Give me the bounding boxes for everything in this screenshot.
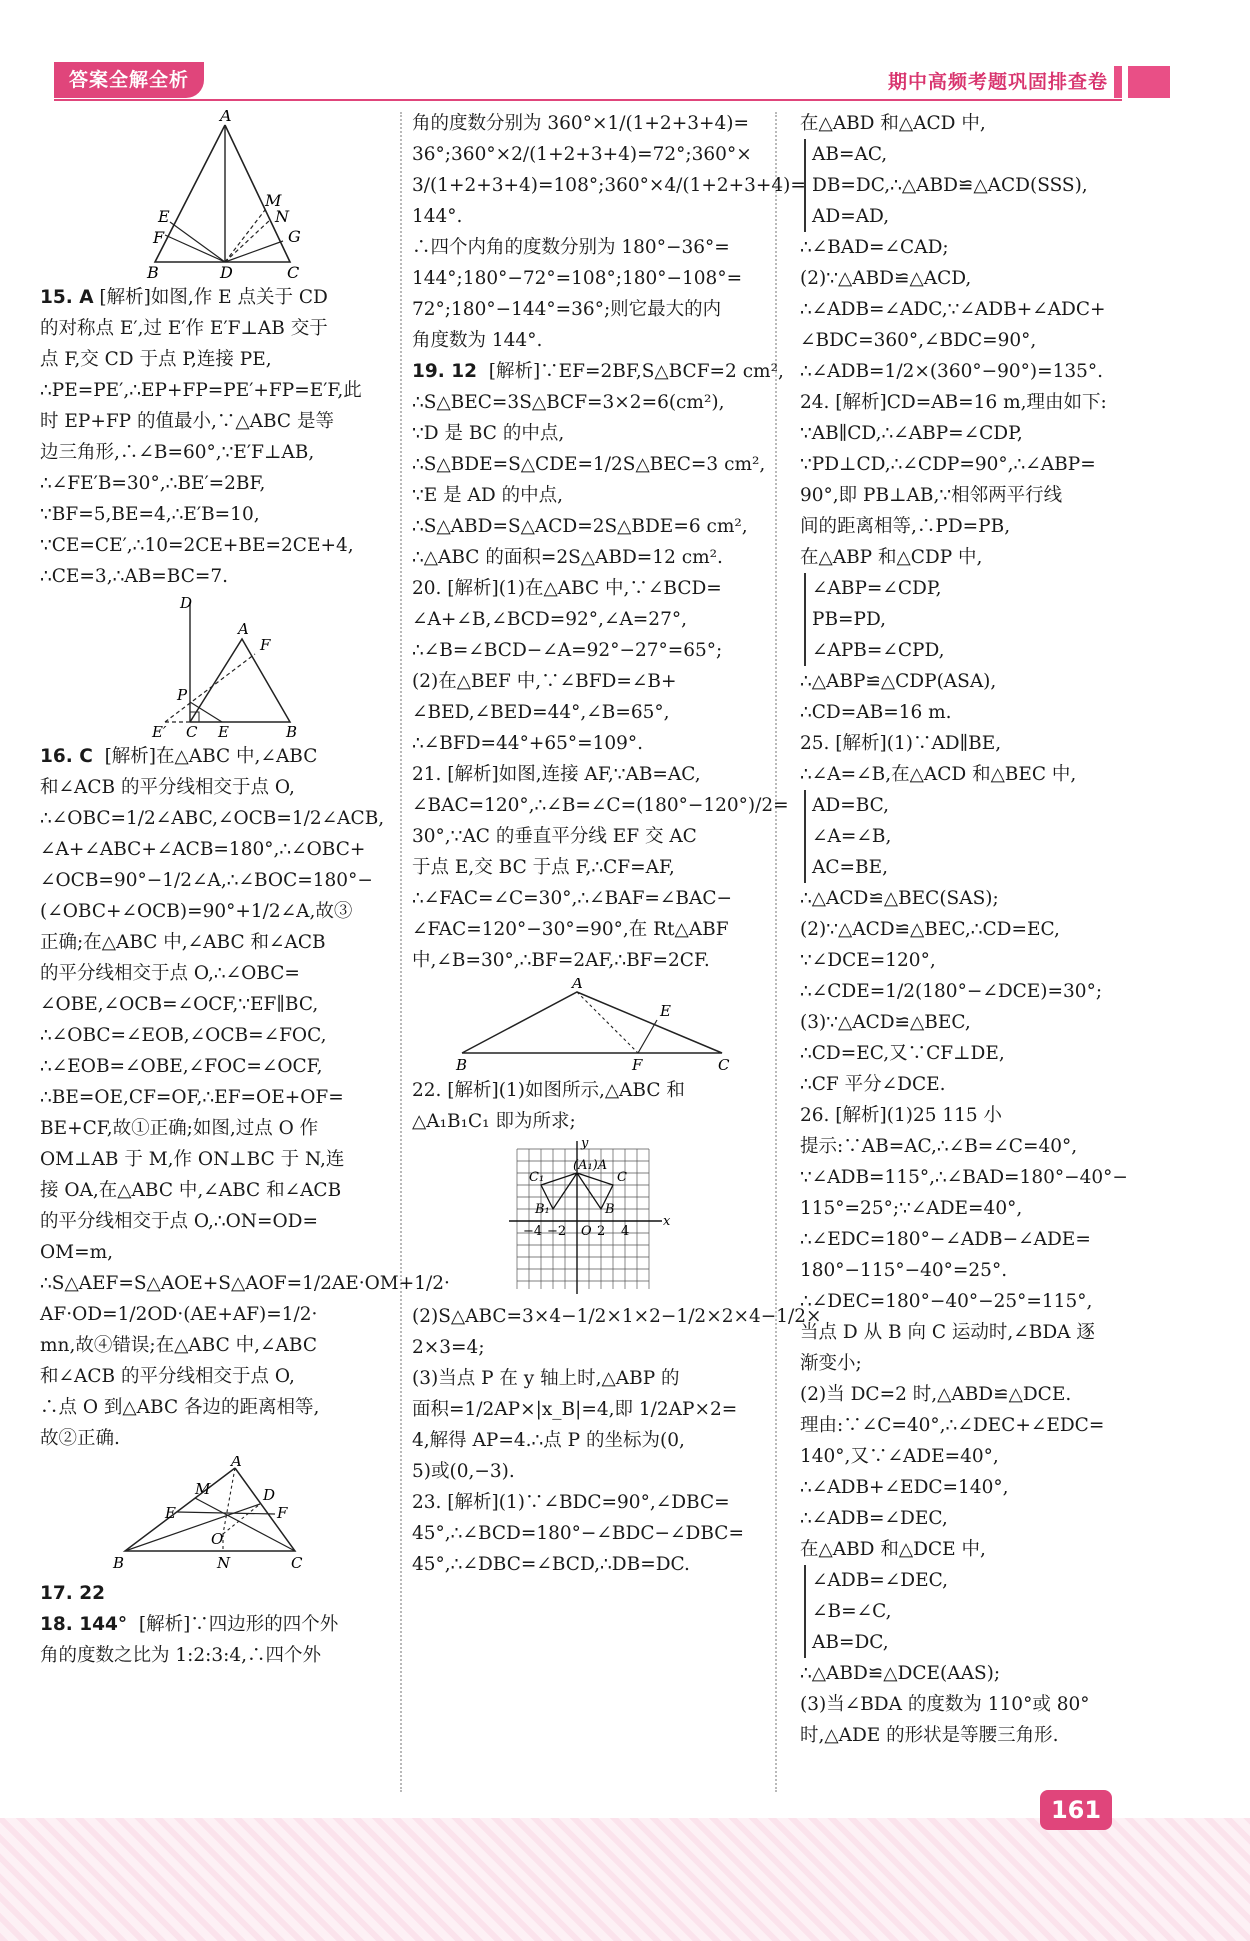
- svg-text:B: B: [147, 263, 159, 280]
- figure-angle-bisectors: [105, 1456, 305, 1576]
- svg-text:E: E: [165, 1504, 176, 1522]
- svg-text:F: F: [260, 636, 271, 654]
- column-3: [800, 108, 1145, 1751]
- answer-22-continued: (2)S△ABC=3×4−1/2×1×2−1/2×2×4−1/2× 2×3=4; (3)当点 P 在 y 轴上时,△ABP 的 面积=1/2AP×|x_B|=4,即 1/2AP×2= 4,解得 AP=4.∴点 P 的坐标为(0, 5)或(0,−3).: [412, 1306, 822, 1482]
- answer-23-continued: 在△ABD 和△ACD 中, AB=AC, DB=DC,∴△ABD≌△ACD(SSS), AD=AD, ∴∠BAD=∠CAD; (2)∵△ABD≌△ACD, ∴∠ADB=∠ADC,∵∠ADB+∠ADC+ ∠BDC=360°,∠BDC=90°, ∴∠ADB=1/2×(360°−90°)=135°.: [800, 108, 1145, 387]
- header-right-title: 期中高频考题巩固排查卷: [887, 71, 1108, 93]
- figure-reflection: [130, 594, 310, 739]
- condition-brace: ∠ABP=∠CDP, PB=PD, ∠APB=∠CPD,: [804, 573, 1145, 666]
- svg-text:B₁: B₁: [535, 1202, 550, 1217]
- answer-23: 23. [解析](1)∵∠BDC=90°,∠DBC= 45°,∴∠BCD=180°−∠BDC−∠DBC= 45°,∴∠DBC=∠BCD,∴DB=DC.: [412, 1492, 744, 1575]
- svg-text:x: x: [663, 1214, 671, 1229]
- svg-text:E: E: [218, 723, 229, 739]
- figure-equilateral-triangle: [125, 110, 325, 280]
- svg-text:C: C: [617, 1170, 627, 1185]
- header-accent-bar: [1114, 66, 1122, 98]
- svg-text:−2: −2: [547, 1224, 567, 1239]
- svg-text:B: B: [286, 723, 298, 739]
- svg-text:M: M: [265, 191, 282, 210]
- svg-text:C₁: C₁: [529, 1170, 545, 1185]
- svg-text:P: P: [177, 686, 188, 704]
- header-rule: [54, 99, 1122, 101]
- svg-text:A: A: [220, 110, 232, 125]
- svg-text:A: A: [238, 620, 249, 638]
- svg-text:(A₁)A: (A₁)A: [573, 1158, 608, 1173]
- answer-15: 15. A [解析]如图,作 E 点关于 CD 的对称点 E′,过 E′作 E′F⊥AB 交于 点 F,交 CD 于点 P,连接 PE, ∴PE=PE′,∴EP+FP=PE′+FP=E′F,此 时 EP+FP 的值最小,∵△ABC 是等 边三角形,∴∠B=60°,∵E′F⊥AB, ∴∠FE′B=30°,∴BE′=2BF, ∵BF=5,BE=4,∴E′B=10, ∵CE=CE′,∴10=2CE+BE=2CE+4, ∴CE=3,∴AB=BC=7.: [40, 287, 362, 587]
- figure-isosceles-triangle: [452, 978, 752, 1073]
- svg-text:E: E: [158, 207, 170, 226]
- svg-text:F: F: [153, 228, 165, 247]
- svg-text:A: A: [231, 1456, 242, 1470]
- svg-text:C: C: [186, 723, 198, 739]
- svg-text:C: C: [718, 1056, 730, 1073]
- answer-20: 20. [解析](1)在△ABC 中,∵∠BCD= ∠A+∠B,∠BCD=92°,∠A=27°, ∴∠B=∠BCD−∠A=92°−27°=65°; (2)在△BEF 中,∵∠BFD=∠B+ ∠BED,∠BED=44°,∠B=65°, ∴∠BFD=44°+65°=109°.: [412, 578, 723, 754]
- svg-text:F: F: [277, 1504, 288, 1522]
- svg-text:O: O: [581, 1224, 592, 1239]
- svg-text:D: D: [220, 263, 233, 280]
- answer-21: 21. [解析]如图,连接 AF,∵AB=AC, ∠BAC=120°,∴∠B=∠C=(180°−120°)/2= 30°,∵AC 的垂直平分线 EF 交 AC 于点 E,交 BC 于点 F,∴CF=AF, ∴∠FAC=∠C=30°,∴∠BAF=∠BAC− ∠FAC=120°−30°=90°,在 Rt△ABF 中,∠B=30°,∴BF=2AF,∴BF=2CF.: [412, 764, 789, 971]
- answer-25: 25. [解析](1)∵AD∥BE, ∴∠A=∠B,在△ACD 和△BEC 中, AD=BC, ∠A=∠B, AC=BE, ∴△ACD≌△BEC(SAS); (2)∵△ACD≌△BEC,∴CD=EC, ∵∠DCE=120°, ∴∠CDE=1/2(180°−∠DCE)=30°; (3)∵△ACD≌△BEC, ∴CD=EC,又∵CF⊥DE, ∴CF 平分∠DCE.: [800, 728, 1145, 1100]
- svg-text:B: B: [605, 1202, 615, 1217]
- svg-text:−4: −4: [523, 1224, 543, 1239]
- answer-26: 26. [解析](1)25 115 小 提示:∵AB=AC,∴∠B=∠C=40°, ∵∠ADB=115°,∴∠BAD=180°−40°− 115°=25°;∵∠ADE=40°, ∴∠EDC=180°−∠ADB−∠ADE= 180°−115°−40°=25°. ∴∠DEC=180°−40°−25°=115°, 当点 D 从 B 向 C 运动时,∠BDA 逐 渐变小; (2)当 DC=2 时,△ABD≌△DCE. 理由:∵∠C=40°,∴∠DEC+∠EDC= 140°,又∵∠ADE=40°, ∴∠ADB+∠EDC=140°, ∴∠ADB=∠DEC, 在△ABD 和△DCE 中, ∠ADB=∠DEC, ∠B=∠C, AB=DC, ∴△ABD≌△DCE(AAS); (3)当∠BDA 的度数为 110°或 80° 时,△ADE 的形状是等腰三角形.: [800, 1100, 1145, 1751]
- svg-text:N: N: [217, 1554, 231, 1572]
- condition-brace: ∠ADB=∠DEC, ∠B=∠C, AB=DC,: [804, 1565, 1145, 1658]
- svg-text:4: 4: [621, 1224, 630, 1239]
- svg-text:F: F: [632, 1056, 643, 1073]
- header-left-badge: 答案全解全析: [54, 62, 204, 98]
- svg-text:A: A: [572, 978, 583, 992]
- answer-16: 16. C [解析]在△ABC 中,∠ABC 和∠ACB 的平分线相交于点 O, ∴∠OBC=1/2∠ABC,∠OCB=1/2∠ACB, ∠A+∠ABC+∠ACB=180°,∴∠OBC+ ∠OCB=90°−1/2∠A,∴∠BOC=180°− (∠OBC+∠OCB)=90°+1/2∠A,故③ 正确;在△ABC 中,∠ABC 和∠ACB 的平分线相交于点 O,∴∠OBC= ∠OBE,∠OCB=∠OCF,∵EF∥BC, ∴∠OBC=∠EOB,∠OCB=∠FOC, ∴∠EOB=∠OBE,∠FOC=∠OCF, ∴BE=OE,CF=OF,∴EF=OE+OF= BE+CF,故①正确;如图,过点 O 作 OM⊥AB 于 M,作 ON⊥BC 于 N,连 接 OA,在△ABC 中,∠ABC 和∠ACB 的平分线相交于点 O,∴ON=OD= OM=m, ∴S△AEF=S△AOE+S△AOF=1/2AE·OM+1/2· AF·OD=1/2OD·(AE+AF)=1/2· mn,故④错误;在△ABC 中,∠ABC 和∠ACB 的平分线相交于点 O, ∴点 O 到△ABC 各边的距离相等, 故②正确.: [40, 746, 450, 1449]
- svg-text:C: C: [291, 1554, 303, 1572]
- svg-text:E: E: [660, 1002, 671, 1020]
- figure-coordinate-grid: [507, 1139, 687, 1299]
- column-divider-1: [400, 112, 402, 1792]
- column-1: [40, 108, 450, 1671]
- answer-18: 18. 144° [解析]∵四边形的四个外 角的度数之比为 1:2:3:4,∴四个外: [40, 1614, 339, 1666]
- page-number: 161: [1040, 1790, 1112, 1830]
- header-accent-block: [1128, 66, 1170, 98]
- svg-text:O: O: [211, 1530, 224, 1548]
- svg-text:y: y: [581, 1139, 589, 1151]
- answer-24: 24. [解析]CD=AB=16 m,理由如下: ∵AB∥CD,∴∠ABP=∠CDP, ∵PD⊥CD,∴∠CDP=90°,∴∠ABP= 90°,即 PB⊥AB,∵相邻两平行线 间的距离相等,∴PD=PB, 在△ABP 和△CDP 中, ∠ABP=∠CDP, PB=PD, ∠APB=∠CPD, ∴△ABP≌△CDP(ASA), ∴CD=AB=16 m.: [800, 387, 1145, 728]
- answer-17: 17. 22: [40, 1583, 105, 1604]
- svg-text:N: N: [275, 207, 289, 226]
- answer-19: 19. 12 [解析]∵EF=2BF,S△BCF=2 cm², ∴S△BEC=3S△BCF=3×2=6(cm²), ∵D 是 BC 的中点, ∴S△BDE=S△CDE=1/2S△BEC=3 cm², ∵E 是 AD 的中点, ∴S△ABD=S△ACD=2S△BDE=6 cm², ∴△ABC 的面积=2S△ABD=12 cm².: [412, 361, 784, 568]
- column-2: [412, 108, 822, 1580]
- svg-text:D: D: [180, 594, 193, 612]
- condition-brace: AB=AC, DB=DC,∴△ABD≌△ACD(SSS), AD=AD,: [804, 139, 1145, 232]
- svg-text:M: M: [195, 1480, 211, 1498]
- answer-18-continued: 角的度数分别为 360°×1/(1+2+3+4)= 36°;360°×2/(1+2+3+4)=72°;360°× 3/(1+2+3+4)=108°;360°×4/(1+2+3+4)= 144°. ∴四个内角的度数分别为 180°−36°= 144°;180°−72°=108°;180°−108°= 72°;180°−144°=36°;则它最大的内 角度数为 144°.: [412, 113, 806, 351]
- answer-22: 22. [解析](1)如图所示,△ABC 和 △A₁B₁C₁ 即为所求;: [412, 1080, 685, 1132]
- svg-text:2: 2: [597, 1224, 606, 1239]
- footer-pattern-band: [0, 1818, 1250, 1941]
- svg-text:D: D: [263, 1486, 276, 1504]
- condition-brace: AD=BC, ∠A=∠B, AC=BE,: [804, 790, 1145, 883]
- svg-text:B: B: [456, 1056, 468, 1073]
- svg-text:E′: E′: [152, 723, 167, 739]
- svg-text:C: C: [287, 263, 300, 280]
- svg-text:B: B: [113, 1554, 125, 1572]
- svg-text:G: G: [288, 227, 301, 246]
